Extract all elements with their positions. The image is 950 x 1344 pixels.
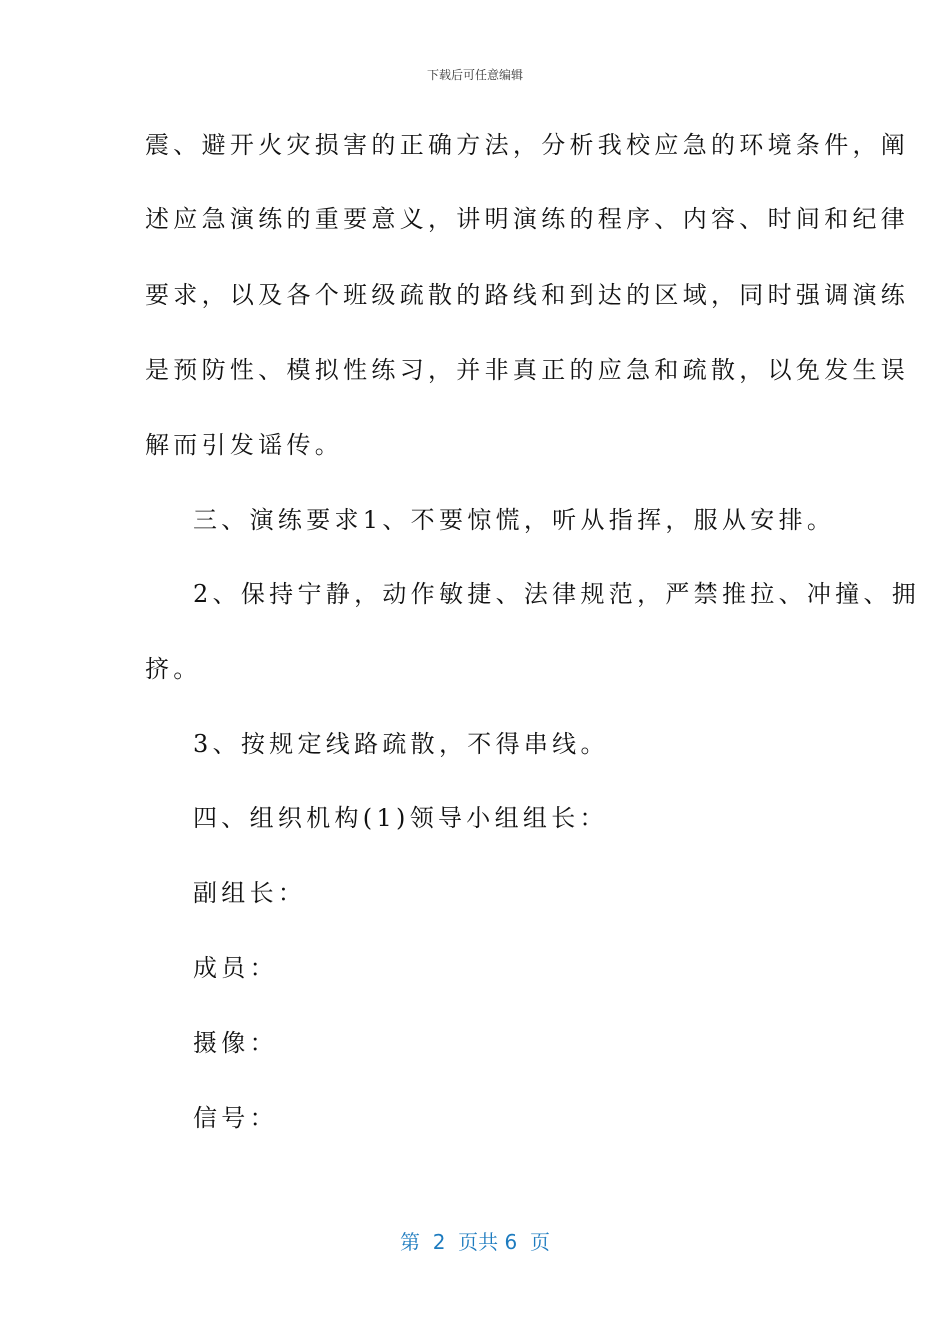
page-header: 下载后可任意编辑	[426, 68, 523, 82]
page-number-footer: 第 2 页共 6 页	[400, 1230, 550, 1254]
body-line-12: 成员：	[193, 954, 278, 982]
body-line-9: 3、按规定线路疏散，不得串线。	[193, 730, 609, 758]
body-line-2: 述应急演练的重要意义，讲明演练的程序、内容、时间和纪律	[145, 205, 910, 233]
body-line-4: 是预防性、模拟性练习，并非真正的应急和疏散，以免发生误	[145, 356, 910, 384]
body-line-8: 挤。	[145, 655, 202, 683]
body-line-10: 四、组织机构(1)领导小组组长：	[193, 804, 608, 832]
body-line-6: 三、演练要求1、不要惊慌，听从指挥，服从安排。	[193, 506, 836, 534]
body-line-5: 解而引发谣传。	[145, 431, 344, 459]
body-line-1: 震、避开火灾损害的正确方法，分析我校应急的环境条件，阐	[145, 131, 910, 159]
body-line-11: 副组长：	[193, 879, 307, 907]
body-line-13: 摄像：	[193, 1029, 278, 1057]
body-line-7: 2、保持宁静，动作敏捷、法律规范，严禁推拉、冲撞、拥	[193, 580, 921, 608]
body-line-3: 要求，以及各个班级疏散的路线和到达的区域，同时强调演练	[145, 281, 910, 309]
body-line-14: 信号：	[193, 1104, 278, 1132]
